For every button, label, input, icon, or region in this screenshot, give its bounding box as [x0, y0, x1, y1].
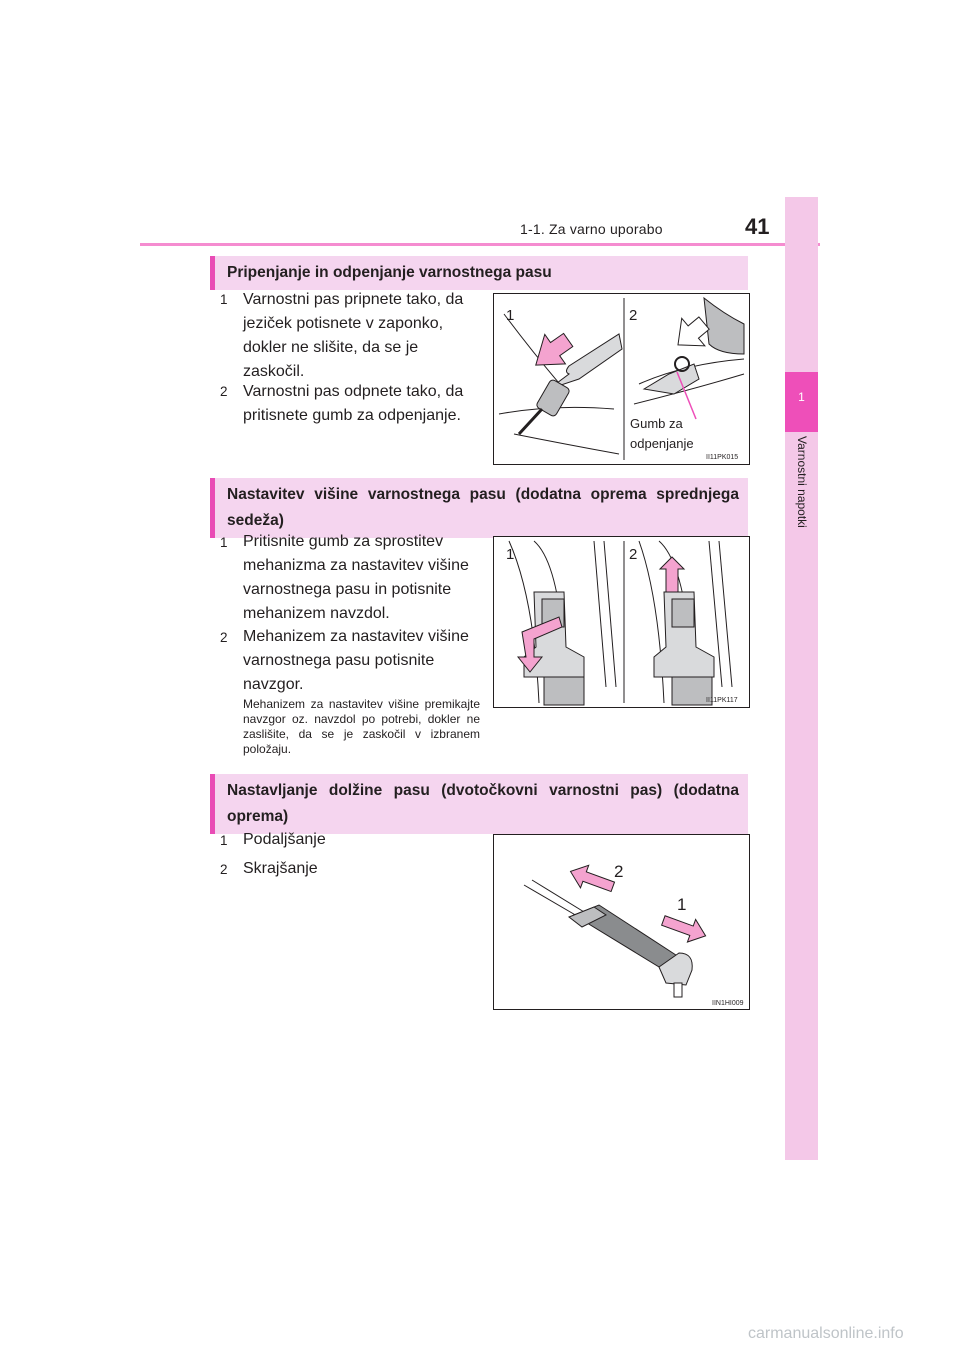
figure-label-2: 2	[629, 546, 638, 563]
figure-label-1: 1	[506, 307, 515, 324]
figure-code: IIN1HI009	[712, 1000, 744, 1007]
instruction-text: Varnostni pas odpnete tako, da pritisnete gumb za odpenjanje.	[243, 383, 464, 424]
item-number: 1	[220, 833, 228, 848]
figure-label-2: 2	[614, 862, 624, 881]
instruction-text: Varnostni pas pripnete tako, da jeziček potisnete v zaponko, dokler ne slišite, da se je zaskočil.	[243, 291, 464, 380]
instruction-text: Podaljšanje	[243, 831, 326, 848]
figure-label-1: 1	[677, 895, 687, 914]
section-heading-buckle: Pripenjanje in odpenjanje varnostnega pasu	[210, 256, 748, 290]
chapter-side-tab[interactable]	[785, 197, 818, 1160]
callout-release-button: Gumb za odpenjanje	[630, 416, 694, 451]
height-adjuster-illustration	[494, 537, 749, 707]
figure-belt-length	[493, 834, 750, 1010]
instruction-text: Mehanizem za nastavitev višine varnostnega pasu potisnite navzgor.	[243, 628, 469, 693]
note-text: Mehanizem za nastavitev višine premikajte navzgor oz. navzdol po potrebi, dokler ne zaslišite, da se je zaskočil v izbranem položaju.	[243, 697, 480, 756]
header-rule	[140, 243, 820, 246]
section-heading-belt-length: Nastavljanje dolžine pasu (dvotočkovni varnostni pas) (dodatna oprema)	[210, 774, 748, 834]
running-header-section: 1-1. Za varno uporabo	[520, 221, 663, 237]
figure-height-adjuster	[493, 536, 750, 708]
section-heading-height-adjuster: Nastavitev višine varnostnega pasu (dodatna oprema sprednjega sedeža)	[210, 478, 748, 538]
page-number: 41	[745, 214, 770, 239]
figure-label-2: 2	[629, 307, 638, 324]
item-number: 1	[220, 535, 228, 550]
watermark: carmanualsonline.info	[748, 1325, 904, 1342]
item-number: 2	[220, 384, 228, 399]
figure-code: II11PK015	[706, 454, 739, 461]
belt-length-illustration	[494, 835, 749, 1009]
chapter-number: 1	[798, 390, 805, 404]
instruction-text: Skrajšanje	[243, 860, 318, 877]
item-number: 2	[220, 862, 228, 877]
item-number: 2	[220, 630, 228, 645]
figure-label-1: 1	[506, 546, 515, 563]
item-number: 1	[220, 292, 228, 307]
figure-buckle	[493, 293, 750, 465]
instruction-text: Pritisnite gumb za sprostitev mehanizma za nastavitev višine varnostnega pasu in potisnite mehanizem navzdol.	[243, 533, 469, 622]
chapter-title: Varnostni napotki	[795, 436, 809, 528]
figure-code: II11PK117	[706, 697, 738, 704]
